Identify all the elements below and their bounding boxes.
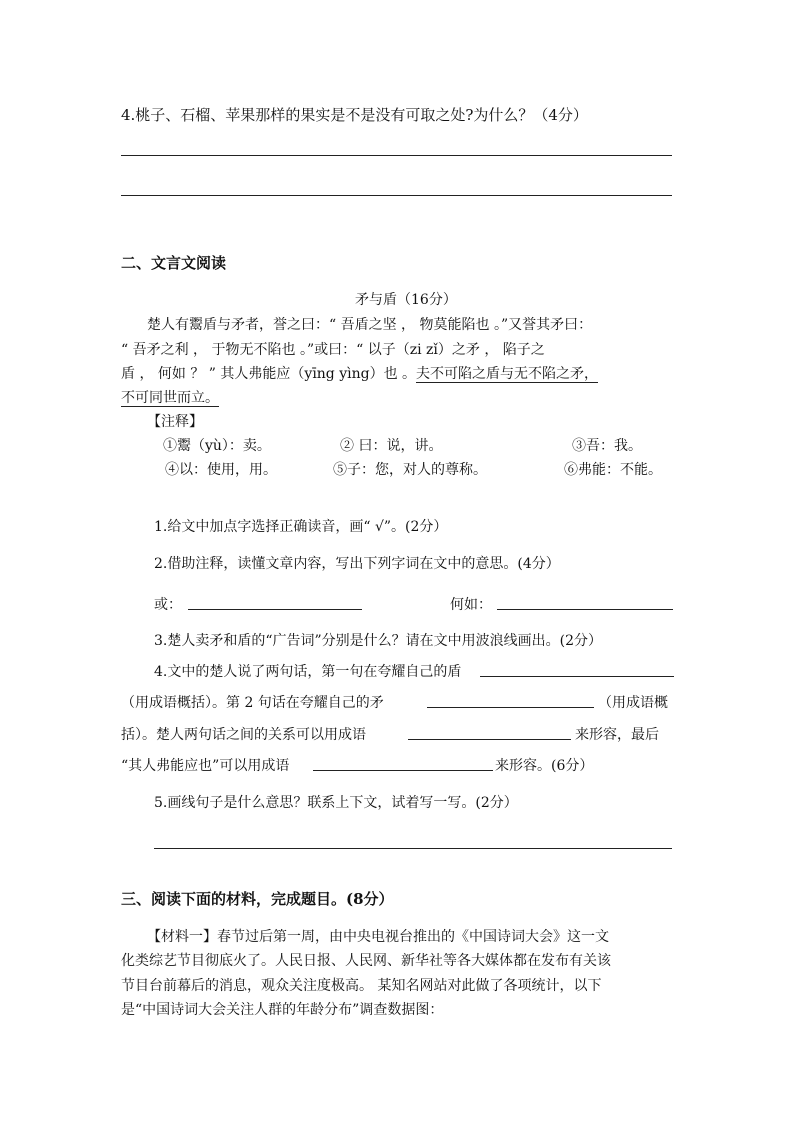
question-4-line: 来形容。(6分）	[495, 758, 594, 774]
answer-line	[121, 195, 672, 196]
question-4-line: 4.文中的楚人说了两句话，第一句在夸耀自己的盾	[154, 664, 462, 680]
passage-line	[121, 387, 219, 407]
notes-label: 【注释】	[147, 414, 203, 430]
question-2: 2.借助注释，读懂文章内容，写出下列字词在文中的意思。(4分）	[154, 556, 560, 572]
fill-blank[interactable]	[497, 609, 673, 610]
question-4-top: 4.桃子、石榴、苹果那样的果实是不是没有可取之处?为什么？（4分）	[121, 106, 588, 124]
note-item: ② 曰：说，讲。	[340, 438, 443, 454]
underlined-sentence-part: 不可同世而立。	[121, 390, 219, 406]
note-item: ⑥弗能：不能。	[564, 462, 662, 478]
fill-blank[interactable]	[188, 609, 362, 610]
fill-blank[interactable]	[313, 770, 493, 771]
question-4-line: 括）。楚人两句话之间的关系可以用成语	[121, 727, 366, 743]
material-line: 化类综艺节目彻底火了。人民日报、人民网、新华社等各大媒体都在发布有关该	[121, 953, 611, 969]
passage-line: 楚人有鬻盾与矛者，誉之曰：“ 吾盾之坚 ， 物莫能陷也 。”又誉其矛曰：	[147, 317, 593, 333]
question-4-line: “其人弗能应也”可以用成语	[121, 758, 290, 774]
note-item: ③吾：我。	[572, 438, 642, 454]
q2-heru-label: 何如：	[450, 597, 492, 613]
question-5: 5.画线句子是什么意思？联系上下文，试着写一写。(2分）	[154, 795, 518, 811]
material-line: 是“中国诗词大会关注人群的年龄分布”调查数据图：	[121, 1002, 444, 1018]
passage-line-text: 盾 ， 何如 ？ ” 其人弗能应（yīng yìng）也 。	[121, 366, 417, 382]
material-line: 【材料一】春节过后第一周，由中央电视台推出的《中国诗词大会》这一文	[147, 929, 609, 945]
question-4-line: （用成语概括）。第 2 句话在夸耀自己的矛	[121, 695, 384, 711]
fill-blank[interactable]	[480, 676, 674, 677]
answer-line	[121, 155, 672, 156]
material-line: 节目台前幕后的消息，观众关注度极高。 某知名网站对此做了各项统计，以下	[121, 978, 602, 994]
section-2-heading: 二、文言文阅读	[121, 254, 227, 272]
answer-line[interactable]	[154, 848, 672, 849]
passage-line: “ 吾矛之利 ， 于物无不陷也 。”或曰：“ 以子（zi zǐ）之矛 ， 陷子之	[121, 342, 545, 358]
fill-blank[interactable]	[408, 739, 571, 740]
question-3: 3.楚人卖矛和盾的“广告词”分别是什么？请在文中用波浪线画出。(2分）	[154, 633, 603, 649]
note-item: ⑤子：您，对人的尊称。	[333, 462, 487, 478]
fill-blank[interactable]	[427, 707, 594, 708]
question-4-line: （用成语概	[598, 695, 668, 711]
passage-line	[121, 363, 598, 383]
question-4-line: 来形容，最后	[575, 727, 659, 743]
question-1: 1.给文中加点字选择正确读音，画“ √”。(2分）	[154, 519, 448, 535]
note-item: ①鬻（yù）：卖。	[163, 438, 271, 454]
section-3-heading: 三、阅读下面的材料，完成题目。(8分）	[121, 890, 394, 908]
q2-huo-label: 或：	[154, 597, 182, 613]
note-item: ④以：使用，用。	[165, 462, 277, 478]
passage-title: 矛与盾（16分）	[355, 292, 457, 308]
underlined-sentence-part: 夫不可陷之盾与无不陷之矛，	[416, 366, 599, 382]
